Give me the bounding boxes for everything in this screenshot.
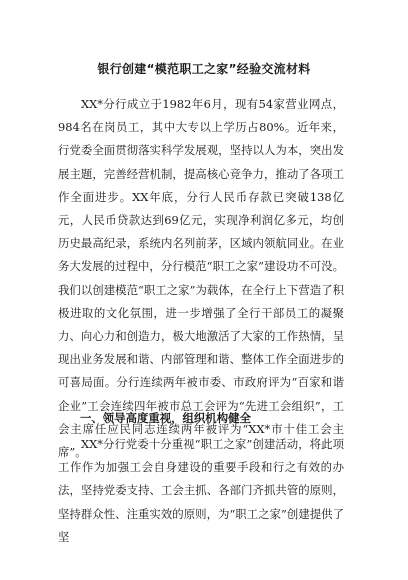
body-paragraph-leadership: XX*分行党委十分重视“职工之家”创建活动，将此项工作作为加强工会自身建设的重要手段和行之有效的办法，坚持党委支持、工会主抓、各部门齐抓共管的原则，坚持群众性、注重实效的原则，为“职工之家”创建提供了坚 (58, 437, 344, 544)
body-paragraph-intro: XX*分行成立于1982年6月，现有54家营业网点，984名在岗员工，其中大专以上学历占80%。近年来，行党委全面贯彻落实科学发展观，坚持以人为本，突出发展主题，完善经营机制，提高核心竞争力，推动了各项工作全面进步。XX年底，分行人民币存款已突破138亿元，人民币贷款达到69亿元，实现净利润亿多元，均创历史最高纪录，系统内名列前茅，区域内领航同业。在业务大发展的过程中，分行模范“职工之家”建设功不可没。我们以创建模范“职工之家”为载体，在全行上下营造了积极进取的文化氛围，进一步增强了全行干部员工的凝聚力、向心力和创造力，极大地激活了大家的工作热情，呈现出业务发展和谐、内部管理和谐、整体工作全面进步的可喜局面。分行连续两年被市委、市政府评为“百家和谐企业”工会连续四年被市总工会评为“先进工会组织”，工会主席任应民同志连续两年被评为“XX*市十佳工会主席”。 (58, 97, 344, 460)
section-heading: 一、领导高度重视，组织机构健全 (80, 411, 251, 425)
document-title: 银行创建“模范职工之家”经验交流材料 (97, 62, 311, 76)
